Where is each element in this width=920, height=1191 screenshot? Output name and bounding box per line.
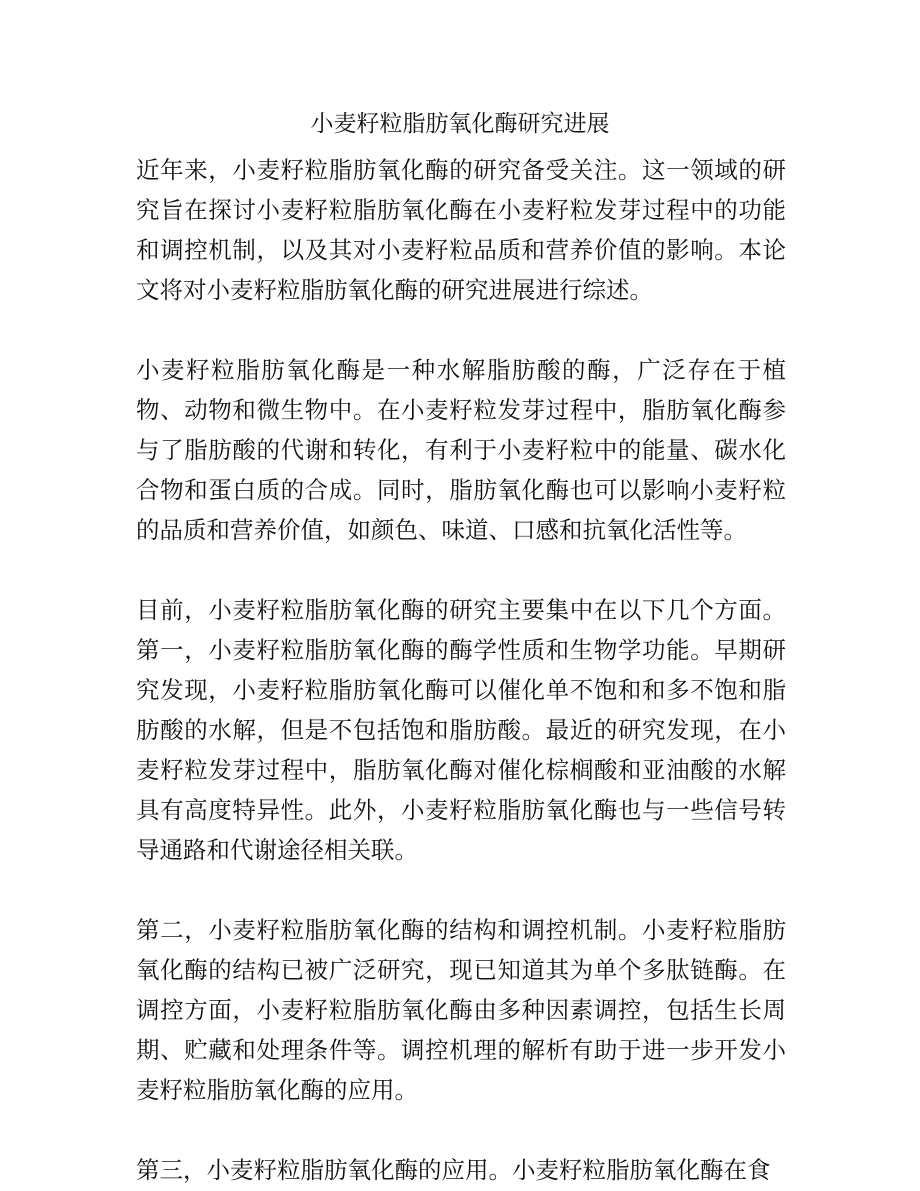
paragraph-enzyme-overview: 小麦籽粒脂肪氧化酶是一种水解脂肪酸的酶，广泛存在于植物、动物和微生物中。在小麦籽粒发芽过程中，脂肪氧化酶参与了脂肪酸的代谢和转化，有利于小麦籽粒中的能量、碳水化合物和蛋白质的合成。同时，脂肪氧化酶也可以影响小麦籽粒的品质和营养价值，如颜色、味道、口感和抗氧化活性等。 — [136, 356, 786, 544]
paragraph-research-focus-third: 第三，小麦籽粒脂肪氧化酶的应用。小麦籽粒脂肪氧化酶在食 — [136, 1156, 771, 1184]
paragraph-research-focus-second: 第二，小麦籽粒脂肪氧化酶的结构和调控机制。小麦籽粒脂肪氧化酶的结构已被广泛研究，现已知道其为单个多肽链酶。在调控方面，小麦籽粒脂肪氧化酶由多种因素调控，包括生长周期、贮藏和处理条件等。调控机理的解析有助于进一步开发小麦籽粒脂肪氧化酶的应用。 — [136, 916, 786, 1104]
paragraph-research-focus-first: 目前，小麦籽粒脂肪氧化酶的研究主要集中在以下几个方面。第一，小麦籽粒脂肪氧化酶的酶学性质和生物学功能。早期研究发现，小麦籽粒脂肪氧化酶可以催化单不饱和和多不饱和脂肪酸的水解，但是不包括饱和脂肪酸。最近的研究发现，在小麦籽粒发芽过程中，脂肪氧化酶对催化棕榈酸和亚油酸的水解具有高度特异性。此外，小麦籽粒脂肪氧化酶也与一些信号转导通路和代谢途径相关联。 — [136, 596, 786, 864]
paragraph-intro: 近年来，小麦籽粒脂肪氧化酶的研究备受关注。这一领域的研究旨在探讨小麦籽粒脂肪氧化酶在小麦籽粒发芽过程中的功能和调控机制，以及其对小麦籽粒品质和营养价值的影响。本论文将对小麦籽粒脂肪氧化酶的研究进展进行综述。 — [136, 156, 786, 304]
document-body — [136, 150, 786, 1190]
page-title: 小麦籽粒脂肪氧化酶研究进展 — [310, 111, 610, 137]
